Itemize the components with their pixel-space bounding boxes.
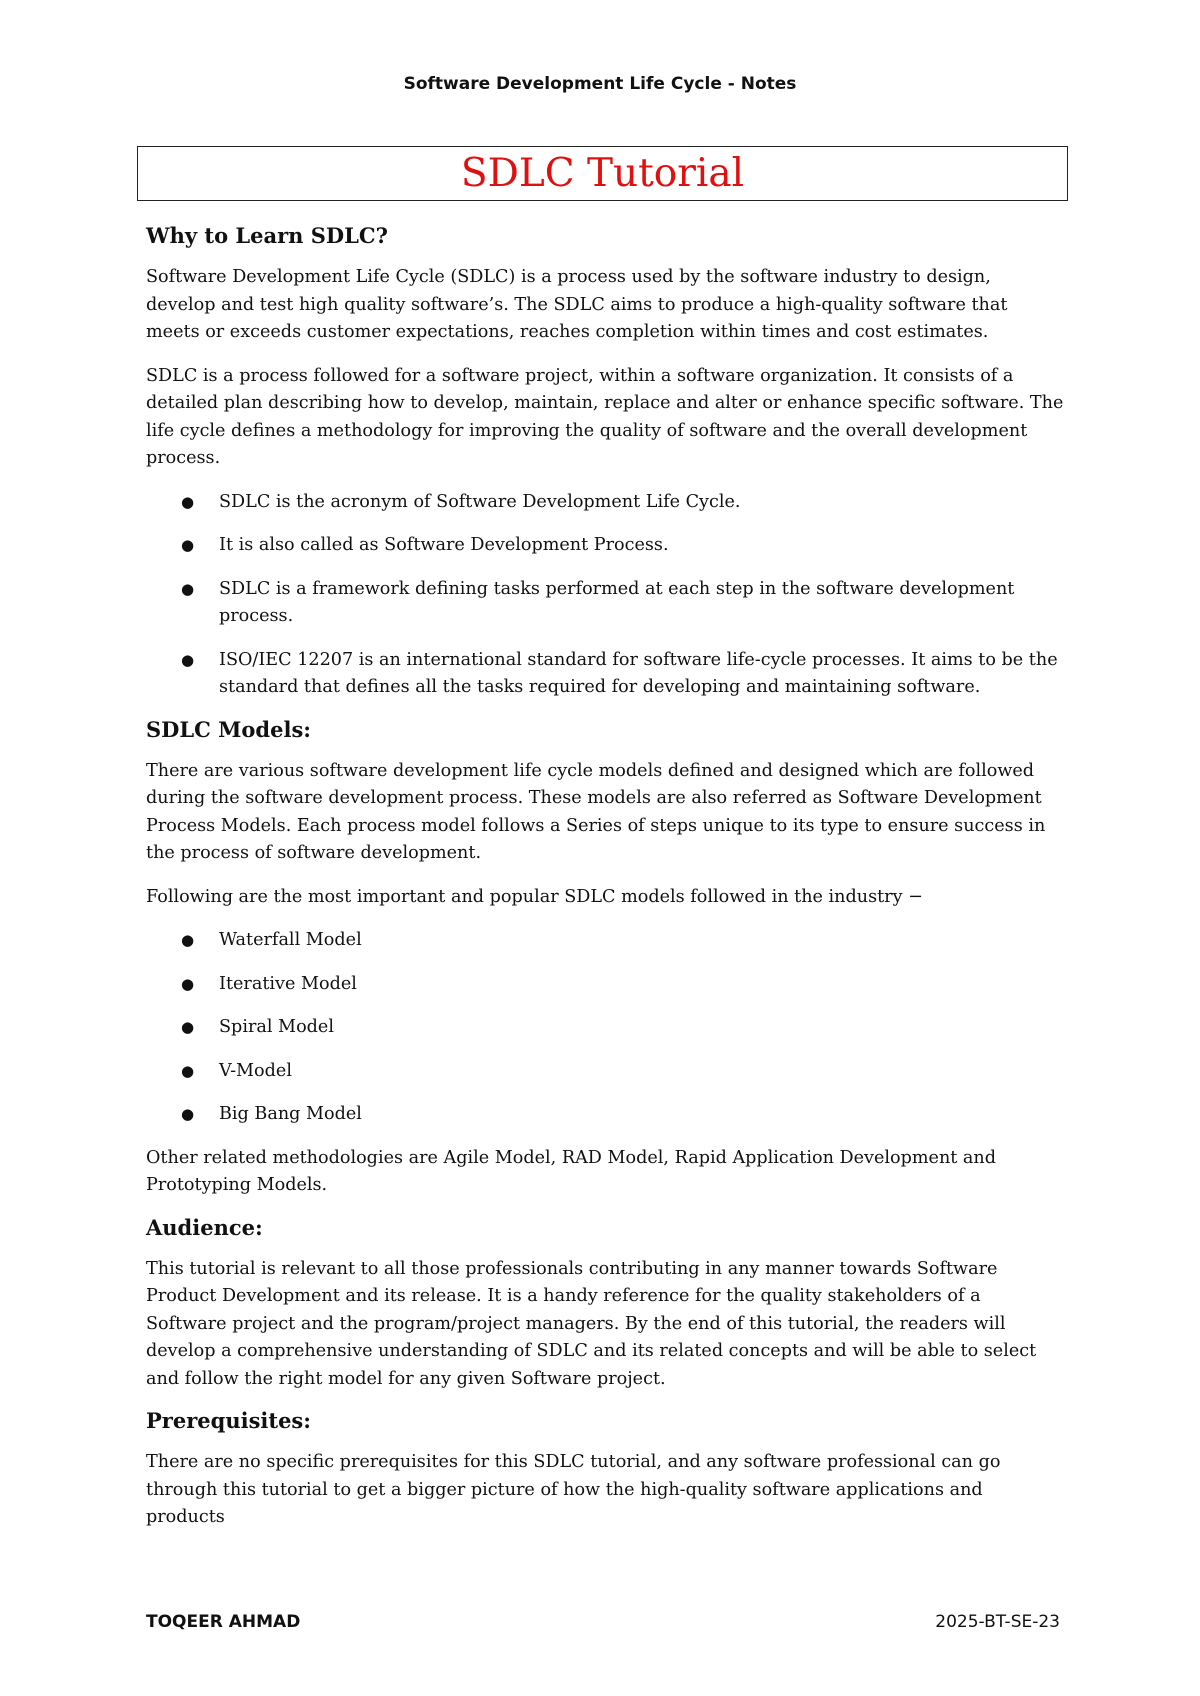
list-item: ● Waterfall Model xyxy=(146,927,1064,955)
page-footer xyxy=(146,1612,1060,1632)
section-heading-why: Why to Learn SDLC? xyxy=(146,223,388,248)
footer-id: 2025-BT-SE-23 xyxy=(935,1612,1060,1632)
list-item: ● It is also called as Software Development Process. xyxy=(146,532,1064,560)
footer-author: TOQEER AHMAD xyxy=(146,1612,301,1632)
paragraph: There are various software development life cycle models defined and designed which are followed during the software development process. These models are also referred as Software Development Process Models. Each process model follows a Series of steps unique to its type to ensure success in the process of software development. xyxy=(146,760,1046,863)
paragraph: There are no specific prerequisites for this SDLC tutorial, and any software professional can go through this tutorial to get a bigger picture of how the high-quality software applications and products xyxy=(146,1452,1001,1527)
paragraph: Other related methodologies are Agile Model, RAD Model, Rapid Application Development and Prototyping Models. xyxy=(146,1147,997,1195)
list-item: ● Spiral Model xyxy=(146,1014,1064,1042)
paragraph: This tutorial is relevant to all those professionals contributing in any manner towards Software Product Development and its release. It is a handy reference for the quality stakeholders of a Software project and the program/project managers. By the end of this tutorial, the readers will develop a comprehensive understanding of SDLC and its related concepts and will be able to select and follow the right model for any given Software project. xyxy=(146,1258,1037,1389)
paragraph: Following are the most important and popular SDLC models followed in the industry − xyxy=(146,886,923,907)
section-heading-models: SDLC Models: xyxy=(146,716,312,742)
list-item: ● V-Model xyxy=(146,1058,1064,1086)
list-item: ● Big Bang Model xyxy=(146,1101,1064,1129)
bullet-list xyxy=(146,489,1064,702)
section-heading-audience: Audience: xyxy=(146,1214,263,1240)
list-item: ● SDLC is a framework defining tasks performed at each step in the software development process. xyxy=(146,576,1064,631)
bullet-icon: ● xyxy=(181,650,195,669)
bullet-icon: ● xyxy=(181,931,195,949)
bullet-icon: ● xyxy=(181,1105,195,1123)
list-item: ● SDLC is the acronym of Software Development Life Cycle. xyxy=(146,489,1064,517)
bullet-icon: ● xyxy=(181,1018,195,1036)
document-body xyxy=(146,224,1064,1548)
bullet-icon: ● xyxy=(181,536,195,554)
list-item: ● Iterative Model xyxy=(146,971,1064,999)
list-item: ● ISO/IEC 12207 is an international standard for software life-cycle processes. It aims to be the standard that defines all the tasks required for developing and maintaining software. xyxy=(146,647,1064,702)
paragraph: SDLC is a process followed for a software project, within a software organization. It consists of a detailed plan describing how to develop, maintain, replace and alter or enhance specific software. The life cycle defines a methodology for improving the quality of software and the overall development process. xyxy=(146,365,1064,468)
bullet-list xyxy=(146,927,1064,1129)
paragraph: Software Development Life Cycle (SDLC) is a process used by the software industry to design, develop and test high quality software’s. The SDLC aims to produce a high-quality software that meets or exceeds customer expectations, reaches completion within times and cost estimates. xyxy=(146,267,1008,342)
bullet-icon: ● xyxy=(181,1061,195,1080)
document-title-box xyxy=(137,146,1068,201)
page-header: Software Development Life Cycle - Notes xyxy=(403,74,797,94)
bullet-icon: ● xyxy=(181,492,195,511)
bullet-icon: ● xyxy=(181,974,195,993)
document-title: SDLC Tutorial xyxy=(460,151,745,196)
bullet-icon: ● xyxy=(181,579,195,598)
section-heading-prerequisites: Prerequisites: xyxy=(146,1408,312,1433)
